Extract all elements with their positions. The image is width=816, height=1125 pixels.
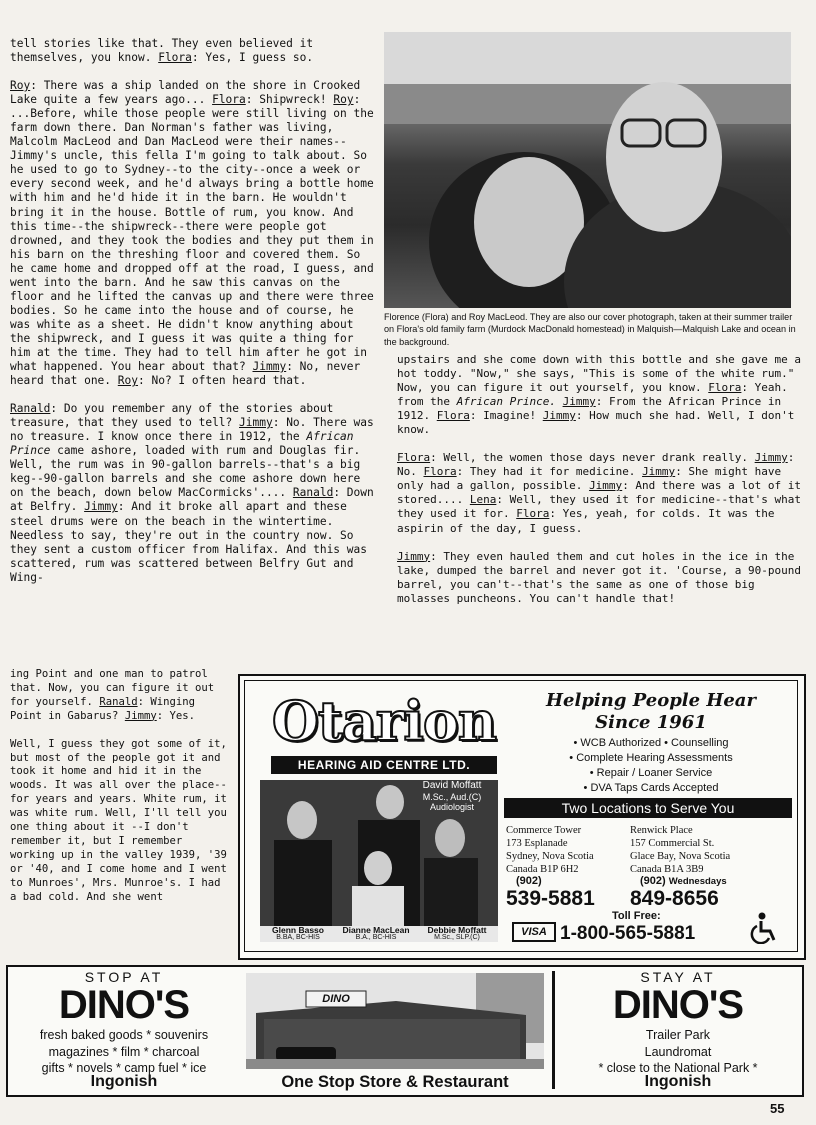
text: : And it broke all apart and these steel drums were on the beach in the wintertime. Needless to say, they're out in the country now. So they sent a custom officer from Halifax. And this was scattered, rum was scattered between Belfry Gut and Wing- bbox=[10, 500, 367, 584]
staff-photo bbox=[260, 780, 498, 942]
speaker-name: Lena bbox=[469, 493, 497, 507]
staff-title: Audiologist bbox=[429, 802, 475, 812]
visa-logo: VISA bbox=[512, 922, 556, 942]
park-amenities bbox=[560, 1027, 796, 1077]
text: : Imagine! bbox=[469, 409, 537, 423]
speaker-name: Flora bbox=[423, 465, 457, 479]
text: tell stories like that. They even believed it themselves, you know. bbox=[10, 37, 314, 65]
speaker-name: Jimmy bbox=[589, 479, 623, 493]
staff-top-label bbox=[410, 780, 494, 812]
address-line: Commerce Tower bbox=[506, 825, 582, 836]
text: : No. bbox=[397, 451, 795, 479]
page-number: 55 bbox=[770, 1101, 785, 1116]
staff-credentials: M.Sc., SLP.(C) bbox=[434, 934, 480, 941]
paragraph-2 bbox=[10, 79, 378, 388]
ingonish-left: Ingonish bbox=[90, 1073, 158, 1090]
staff-name: Debbie Moffatt bbox=[427, 925, 487, 935]
service-item: • DVA Taps Cards Accepted bbox=[583, 782, 719, 794]
offering-line: gifts * novels * camp fuel * ice bbox=[41, 1061, 207, 1075]
text: upstairs and she come down with this bottle and she gave me a hot toddy. "Now," she says, "This is some of the white rum." Now, you can figure it out yourself, you know. bbox=[397, 353, 801, 395]
otarion-logo: Otarion bbox=[271, 689, 497, 753]
speaker-name: Flora bbox=[212, 93, 246, 107]
ship-name: African Prince. bbox=[456, 395, 556, 409]
hours-note: Wednesdays bbox=[668, 876, 727, 887]
text: Well, I guess they got some of it, but most of the people got it and took it home and hid it in the woods. It was all over the place--for years and years. White rum, it was white rum. Well, I'll tell you one thing about it --I don't remember it, but I remember working up in the valley 1939, '39 or '40, and I come home and I went to Munroes', Mrs. Munroe's. I had a bad cold. And she went bbox=[10, 737, 227, 903]
text: : No? I often heard that. bbox=[138, 374, 307, 388]
text: : Do you remember any of the stories about treasure, that they used to tell? bbox=[10, 402, 334, 430]
staff-name-1 bbox=[258, 926, 338, 942]
store-sign: DINO bbox=[322, 993, 350, 1005]
text: : No. There was no treasure. I know once there in 1912, the bbox=[10, 416, 374, 444]
service-item: • Repair / Loaner Service bbox=[589, 767, 713, 779]
text: : Well, they used it for medicine--that's what they used it for. bbox=[397, 493, 801, 521]
text: came ashore, loaded with rum and Douglas fir. Well, the rum was in 90-gallon barrels--that's a big keg--90-gallon barrels and she come ashore down here on the beach, down below MacCormicks'.... bbox=[10, 444, 361, 500]
store-photo bbox=[246, 973, 544, 1069]
offering-line: fresh baked goods * souvenirs bbox=[39, 1028, 209, 1042]
paragraph-1 bbox=[10, 37, 378, 65]
text: : Yes, I guess so. bbox=[191, 51, 314, 65]
text: : And there was a lot of it stored.... bbox=[397, 479, 801, 507]
text: : Yeah. from the bbox=[397, 381, 788, 409]
speaker-name: Roy bbox=[333, 93, 354, 107]
text: : Winging Point in Gabarus? bbox=[10, 695, 195, 722]
speaker-name: Jimmy bbox=[562, 395, 596, 409]
text: : There was a ship landed on the shore in Crooked Lake quite a few years ago... bbox=[10, 79, 361, 107]
staff-credentials: B.BA, BC-HIS bbox=[276, 934, 320, 941]
speaker-name: Jimmy bbox=[239, 416, 273, 430]
speaker-name: Jimmy bbox=[124, 709, 157, 722]
dinos-name-right: DINO'S bbox=[612, 983, 744, 1027]
divider bbox=[552, 971, 555, 1089]
staff-name: David Moffatt bbox=[422, 780, 482, 791]
otarion-subtitle: HEARING AID CENTRE LTD. bbox=[271, 756, 497, 774]
location-sydney bbox=[506, 824, 626, 876]
address-line: Sydney, Nova Scotia bbox=[506, 851, 594, 862]
couple-photo-illustration bbox=[384, 32, 791, 308]
address-line: Renwick Place bbox=[630, 825, 693, 836]
speaker-name: Flora bbox=[158, 51, 192, 65]
speaker-name: Jimmy bbox=[754, 451, 788, 465]
ingonish-right: Ingonish bbox=[644, 1073, 712, 1090]
ship-name: African Prince bbox=[10, 430, 354, 458]
address-line: 173 Esplanade bbox=[506, 838, 568, 849]
stop-at: STOP AT bbox=[84, 969, 164, 985]
dinos-name-left: DINO'S bbox=[58, 983, 190, 1027]
photo-caption: Florence (Flora) and Roy MacLeod. They are also our cover photograph, taken at their summer trailer on Flora's old family farm (Murdock MacDonald homestead) in Malquish—Malquish Lake and ocean in the background. bbox=[384, 312, 796, 347]
staff-name-2 bbox=[332, 926, 420, 942]
speaker-name: Ranald bbox=[99, 695, 138, 708]
amenity-line: * close to the National Park * bbox=[598, 1061, 758, 1075]
speaker-name: Jimmy bbox=[252, 360, 287, 374]
paragraph-7 bbox=[397, 550, 801, 606]
speaker-name: Roy bbox=[117, 374, 139, 388]
speaker-name: Jimmy bbox=[542, 409, 576, 423]
services-list bbox=[508, 736, 794, 796]
address-line: 157 Commercial St. bbox=[630, 838, 715, 849]
service-item: • WCB Authorized • Counselling bbox=[573, 737, 729, 749]
text: : Yes. bbox=[156, 709, 195, 722]
speaker-name: Jimmy bbox=[642, 465, 676, 479]
text: : Well, the women those days never drank really. bbox=[430, 451, 749, 465]
speaker-name: Ranald bbox=[292, 486, 334, 500]
speaker-name: Flora bbox=[516, 507, 550, 521]
tagline-1: Helping People Hear bbox=[546, 690, 756, 711]
toll-free-label: Toll Free: bbox=[612, 910, 661, 922]
wheelchair-icon bbox=[748, 912, 778, 944]
dinos-ad bbox=[6, 965, 804, 1097]
left-column-top bbox=[10, 37, 378, 585]
service-item: • Complete Hearing Assessments bbox=[569, 752, 733, 764]
right-column bbox=[397, 353, 801, 606]
phone-glace-bay: 849-8656 bbox=[630, 887, 719, 910]
offering-line: magazines * film * charcoal bbox=[48, 1044, 200, 1059]
staff-name: Dianne MacLean bbox=[342, 925, 410, 935]
amenity-line: Trailer Park bbox=[645, 1028, 711, 1042]
paragraph-3-cont bbox=[10, 668, 232, 724]
store-building-illustration bbox=[246, 973, 544, 1069]
text: : How much she had. Well, I don't know. bbox=[397, 409, 795, 437]
speaker-name: Flora bbox=[708, 381, 742, 395]
speaker-name: Flora bbox=[436, 409, 470, 423]
amenity-line: Laundromat bbox=[644, 1044, 712, 1059]
stay-at: STAY AT bbox=[640, 969, 716, 985]
speaker-name: Jimmy bbox=[397, 549, 431, 563]
phone-sydney: 539-5881 bbox=[506, 887, 595, 910]
one-stop-store: One Stop Store & Restaurant bbox=[281, 1073, 509, 1091]
left-column-bottom bbox=[10, 668, 232, 905]
paragraph-6 bbox=[397, 451, 801, 535]
text: : From the African Prince in 1912. bbox=[397, 395, 782, 423]
staff-name-3 bbox=[416, 926, 498, 942]
speaker-name: Ranald bbox=[10, 402, 51, 416]
text: : Shipwreck! bbox=[245, 93, 327, 107]
area-code: (902) bbox=[640, 875, 666, 887]
text: : They even hauled them and cut holes in the ice in the lake, dumped the barrel and never got it. 'Course, a 90-pound barrel, you can't--that's the same as one of those big molasses puncheons. You can't handle that! bbox=[397, 549, 801, 605]
paragraph-4 bbox=[10, 738, 232, 905]
address-line: Canada B1P 6H2 bbox=[506, 864, 579, 875]
text: : No, never heard that one. bbox=[10, 360, 361, 388]
text: : Down at Belfry. bbox=[10, 486, 374, 514]
address-line: Canada B1A 3B9 bbox=[630, 864, 704, 875]
area-code-1: (902) bbox=[516, 875, 542, 887]
staff-name: Glenn Basso bbox=[272, 925, 324, 935]
address-line: Glace Bay, Nova Scotia bbox=[630, 851, 731, 862]
store-offerings bbox=[8, 1027, 240, 1077]
speaker-name: Roy bbox=[10, 79, 31, 93]
location-glace-bay bbox=[630, 824, 780, 876]
text: : ...Before, while those people were still living on the farm down there. Dan Norman's father was living, Malcolm MacLeod and Dan MacLeod were their names--Jimmy's uncle, this fella I'm going to talk about. So he used to go to Sydney--to the city--once a week or every second week, and he'd always bring a bottle home with him and he'd hide it in the barn. He wouldn't bring it in the house. Bottle of rum, you know. And this time--the shipwreck--there were people got drowned, and they took the bodies and they put them in his barn on the threshing floor and covered them. So he came home and dropped off at the road, I guess, and went into the barn. And he saw this canvas on the floor and he lifted the canvas up and there were three bodies. So he came into the house and of course, he was white as a sheet. He didn't know anything about the shipwreck, and I guess it was quite a thing for him at the time. They had to tell him after he got in what happened. You hear about that? bbox=[10, 93, 374, 374]
tagline-2: Since 1961 bbox=[595, 712, 707, 733]
locations-header: Two Locations to Serve You bbox=[504, 798, 792, 818]
text: ing Point and one man to patrol that. Now, you can figure it out for yourself. bbox=[10, 668, 215, 708]
staff-credentials: M.Sc., Aud.(C) bbox=[422, 792, 482, 802]
wheelchair-icon-svg bbox=[748, 912, 778, 944]
paragraph-5 bbox=[397, 353, 801, 437]
speaker-name: Flora bbox=[397, 451, 431, 465]
text: : Yes, yeah, for colds. It was the aspirin of the day, I guess. bbox=[397, 507, 775, 535]
staff-credentials: B.A., BC-HIS bbox=[355, 934, 397, 941]
text: : They had it for medicine. bbox=[456, 465, 636, 479]
otarion-ad bbox=[238, 674, 806, 960]
speaker-name: Jimmy bbox=[84, 500, 118, 514]
paragraph-3 bbox=[10, 402, 378, 585]
cover-photo bbox=[384, 32, 791, 308]
toll-free-number: 1-800-565-5881 bbox=[560, 923, 696, 944]
text: : She might have only had a gallon, possible. bbox=[397, 465, 782, 493]
